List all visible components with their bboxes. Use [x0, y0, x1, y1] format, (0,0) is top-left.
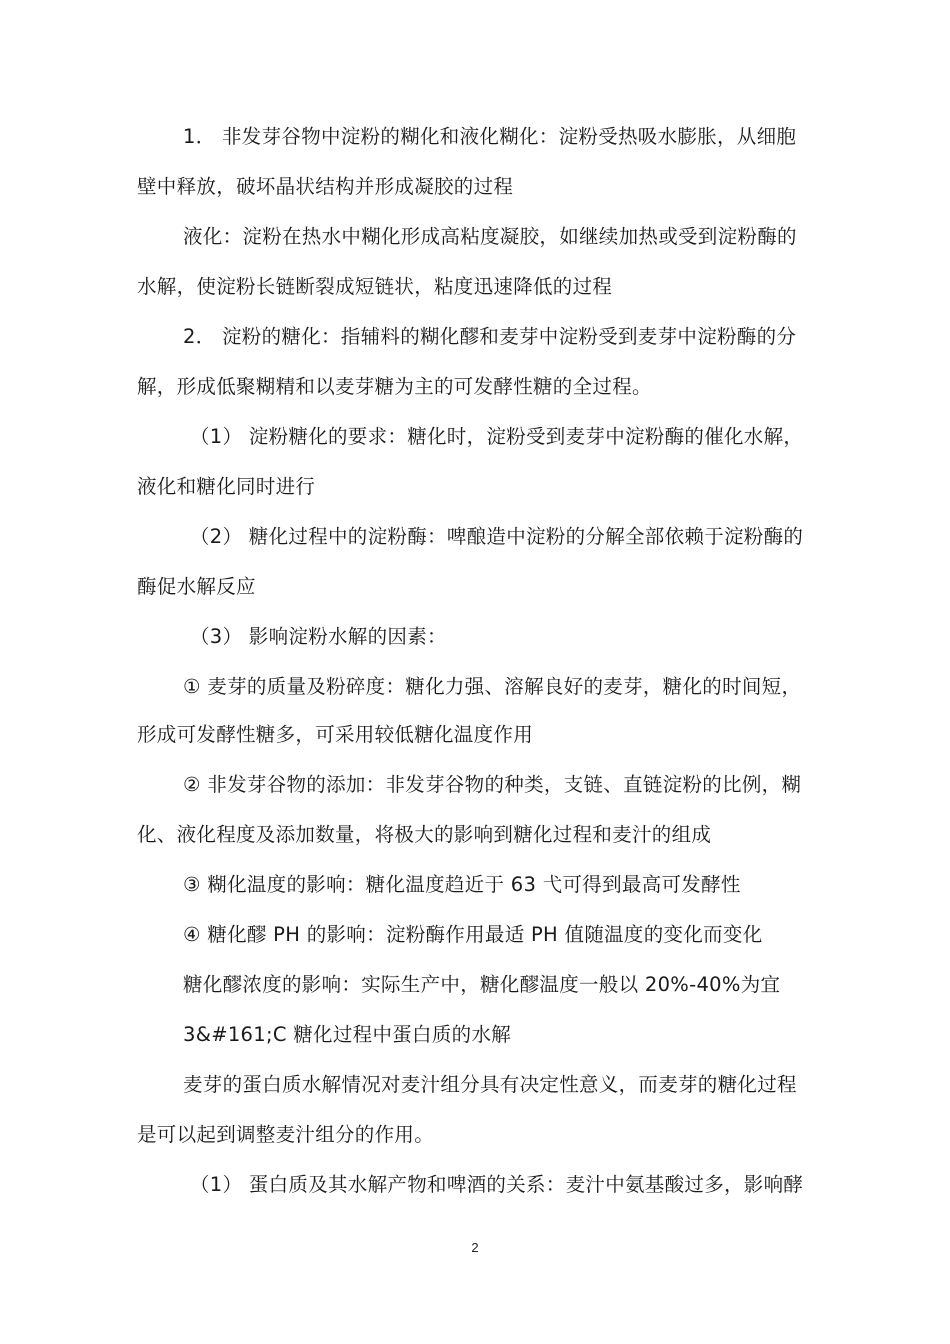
text-line: （1） 淀粉糖化的要求：糖化时，淀粉受到麦芽中淀粉酶的催化水解， — [190, 425, 804, 448]
text-line: 解，形成低聚糊精和以麦芽糖为主的可发酵性糖的全过程。 — [137, 375, 652, 398]
text-line: 壁中释放，破坏晶状结构并形成凝胶的过程 — [137, 175, 514, 198]
text-line: ② 非发芽谷物的添加：非发芽谷物的种类，支链、直链淀粉的比例，糊 — [183, 773, 802, 796]
text-line: ③ 糊化温度的影响：糖化温度趋近于 63 弋可得到最高可发酵性 — [183, 873, 741, 896]
text-line: 液化：淀粉在热水中糊化形成高粘度凝胶，如继续加热或受到淀粉酶的 — [183, 225, 797, 248]
text-line: 酶促水解反应 — [137, 575, 256, 598]
section-heading: 3&#161;C 糖化过程中蛋白质的水解 — [183, 1023, 512, 1046]
page-number: 2 — [471, 1240, 479, 1255]
text-line: 是可以起到调整麦汁组分的作用。 — [137, 1123, 435, 1146]
text-line: 液化和糖化同时进行 — [137, 475, 316, 498]
text-line: 糖化醪浓度的影响：实际生产中，糖化醪温度一般以 20%-40%为宜 — [183, 973, 781, 996]
text-line: （2） 糖化过程中的淀粉酶：啤酿造中淀粉的分解全部依赖于淀粉酶的 — [190, 525, 804, 548]
text-line: 形成可发酵性糖多，可采用较低糖化温度作用 — [137, 723, 534, 746]
text-line: 麦芽的蛋白质水解情况对麦汁组分具有决定性意义，而麦芽的糖化过程 — [183, 1073, 797, 1096]
text-line: （3） 影响淀粉水解的因素： — [190, 625, 447, 648]
text-line: ① 麦芽的质量及粉碎度：糖化力强、溶解良好的麦芽，糖化的时间短， — [183, 675, 802, 698]
text-line: 水解，使淀粉长链断裂成短链状，粘度迅速降低的过程 — [137, 275, 613, 298]
text-line: 2． 淀粉的糖化：指辅料的糊化醪和麦芽中淀粉受到麦芽中淀粉酶的分 — [183, 325, 797, 348]
text-line: 1． 非发芽谷物中淀粉的糊化和液化糊化：淀粉受热吸水膨胀，从细胞 — [183, 125, 797, 148]
text-line: ④ 糖化醪 PH 的影响：淀粉酶作用最适 PH 值随温度的变化而变化 — [183, 923, 763, 946]
text-line: （1） 蛋白质及其水解产物和啤酒的关系：麦汁中氨基酸过多，影响酵 — [190, 1173, 804, 1196]
text-line: 化、液化程度及添加数量，将极大的影响到糖化过程和麦汁的组成 — [137, 823, 712, 846]
